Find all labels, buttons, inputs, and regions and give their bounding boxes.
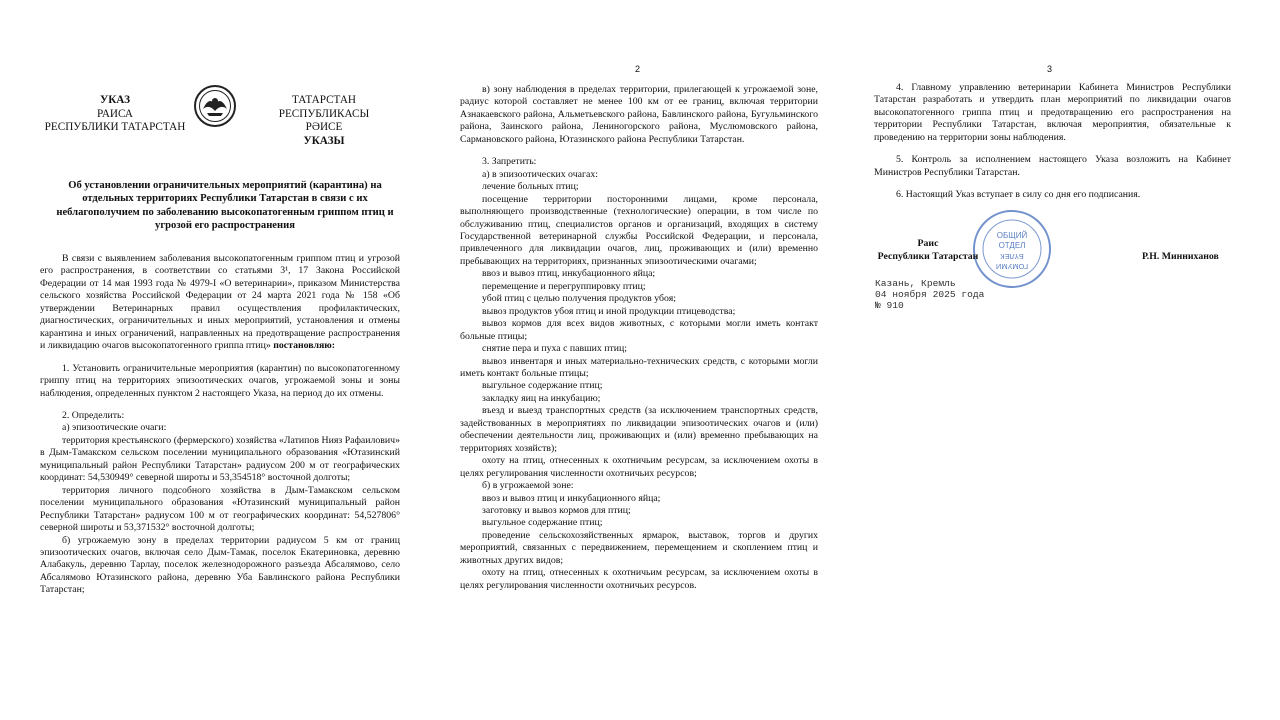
stamp-text: ОБЩИЙ: [996, 231, 1028, 240]
document-title: Об установлении ограничительных мероприятий (карантина) на отдельных территориях Республики Татарстан в связи с их неблагополучием по заболеванию высокопатогенным гриппом птиц и угрозой его распространения: [56, 180, 394, 232]
signing-place: Казань, Кремль: [875, 278, 956, 289]
item-2-b: б) угрожаемую зону в пределах территории радиусом 5 км от границ эпизоотических очагов, включая село Дым-Тамак, поселок Екатериновка, деревню Алабакуль, деревню Тарлау, поселок железнодорожного разъезда Абсалямово, село Абсалямово Ютазинского района, деревню Уба Бавлинского района Республики Татарстан;: [40, 534, 400, 596]
page3-body: [874, 82, 1231, 202]
list-item: вывоз кормов для всех видов животных, с которыми могли иметь контакт больные птицы;: [460, 318, 818, 342]
item-3-a: а) в эпизоотических очагах:: [482, 168, 598, 180]
list-item: перемещение и перегруппировку птиц;: [482, 280, 646, 292]
signer-name: Р.Н. Минниханов: [1142, 251, 1219, 262]
document-page-1: [0, 0, 430, 720]
item-2-a-2: территория личного подсобного хозяйства в Дым-Тамакском сельском поселении муниципального образования «Ютазинский муниципальный район Республики Татарстан» радиусом 100 м от географических координат: 54,527806° северной широты и 53,371532° восточной долготы;: [40, 484, 400, 534]
item-3-heading: 3. Запретить:: [482, 156, 537, 168]
document-page-3: [860, 0, 1280, 720]
header-right-line: РӘИСЕ: [305, 121, 343, 133]
list-item: убой птиц с целью получения продуктов убоя;: [482, 293, 676, 305]
header-left-line: РАИСА: [97, 107, 133, 120]
header-left: [40, 94, 190, 135]
page-number: 2: [635, 64, 641, 74]
list-item: охоту на птиц, отнесенных к охотничьим ресурсам, за исключением охоты в целях регулирования численности охотничьих ресурсов;: [460, 455, 818, 479]
preamble: [40, 253, 400, 353]
stamp-text: БҮЛЕК: [1000, 252, 1024, 261]
decree-word: постановляю:: [273, 340, 335, 352]
list-item: закладку яиц на инкубацию;: [482, 392, 601, 404]
list-item: снятие пера и пуха с павших птиц;: [482, 343, 627, 355]
page-number: 3: [1047, 64, 1053, 74]
item-5: 5. Контроль за исполнением настоящего Указа возложить на Кабинет Министров Республики Татарстан.: [874, 154, 1231, 178]
list-item: ввоз и вывоз птиц, инкубационного яйца;: [482, 268, 656, 280]
item-6: 6. Настоящий Указ вступает в силу со дня его подписания.: [896, 189, 1141, 201]
header-right-line: УКАЗЫ: [303, 134, 345, 147]
header-right: [246, 94, 402, 148]
item-1: 1. Установить ограничительные мероприятия (карантин) по высокопатогенному гриппу птиц на территориях эпизоотических очагов, угрожаемой зоны и зоны наблюдения, определенных пунктом 2 настоящего Указа, на период до их отмены.: [40, 362, 400, 399]
header-right-line: ТАТАРСТАН РЕСПУБЛИКАСЫ: [278, 94, 370, 120]
stamp-text: ОТДЕЛ: [998, 241, 1026, 250]
item-4: 4. Главному управлению ветеринарии Кабинета Министров Республики Татарстан разработать и утвердить план мероприятий по ликвидации очагов высокопатогенного гриппа птиц и предотвращению его распространения на территории Республики Татарстан, включая мероприятия, обязательные к проведению на территории зоны наблюдения.: [874, 82, 1231, 143]
signer-title-line: Раис: [917, 238, 939, 249]
header-left-line: УКАЗ: [99, 94, 131, 106]
decree-number: № 910: [875, 300, 904, 311]
item-2-heading: 2. Определить:: [62, 409, 125, 421]
signing-date: 04 ноября 2025 года: [875, 289, 985, 300]
list-item: выгульное содержание птиц;: [482, 380, 603, 392]
list-item: въезд и выезд транспортных средств (за исключением транспортных средств, задействованных в мероприятиях по ликвидации эпизоотических очагов и (или) обеспечении деятельности лиц, проживающих и (или) временно пребывающих на территориях хозяйств);: [460, 405, 818, 454]
item-2-a: а) эпизоотические очаги:: [62, 422, 167, 434]
page1-body: [40, 253, 400, 597]
item-3-b: б) в угрожаемой зоне:: [482, 480, 574, 492]
tatarstan-emblem-icon: [193, 84, 237, 128]
header-left-line: РЕСПУБЛИКИ ТАТАРСТАН: [44, 121, 186, 133]
list-item: посещение территории посторонними лицами, кроме персонала, выполняющего производственные (технологические) операции, в том числе по обслуживанию птиц, специалистов органов и организаций, входящих в систему Государственной ветеринарной службы Российской Федерации, и персонала, привлеченного для ликвидации очагов, лиц, проживающих и (или) временно пребывающих на территориях, признанных эпизоотическими очагами;: [460, 193, 818, 267]
preamble-text: В связи с выявлением заболевания высокопатогенным гриппом птиц и угрозой его распространения, в соответствии со статьями 3¹, 17 Закона Российской Федерации от 14 мая 1993 года № 4979-I «О ветеринарии», приказом Министерства сельского хозяйства Российской Федерации от 24 марта 2021 года № 158 «Об утверждении Ветеринарных правил осуществления профилактических, диагностических, ограничительных и иных мероприятий, установления и отмены карантина и иных ограничений, направленных на предотвращение распространения и ликвидацию очагов высокопатогенного гриппа птиц»: [40, 253, 400, 352]
stamp-text: ГОМУМИ: [995, 262, 1029, 271]
list-item: выгульное содержание птиц;: [482, 517, 603, 529]
list-item: ввоз и вывоз птиц и инкубационного яйца;: [482, 492, 661, 504]
page2-body: [460, 84, 818, 592]
signing-details: [875, 278, 984, 311]
item-2-a-1: территория крестьянского (фермерского) хозяйства «Латипов Нияз Рафаилович» в Дым-Тамакском сельском поселении муниципального образования «Ютазинский муниципальный район Республики Татарстан» радиусом 200 м от географических координат: 54,530949° северной широты и 53,354518° восточной долготы;: [40, 434, 400, 484]
list-item: охоту на птиц, отнесенных к охотничьим ресурсам, за исключением охоты в целях регулирования численности охотничьих ресурсов.: [460, 567, 818, 591]
list-item: вывоз инвентаря и иных материально-технических средств, с которыми могли иметь контакт больные птицы;: [460, 355, 818, 379]
list-item: проведение сельскохозяйственных ярмарок, выставок, торгов и других мероприятий, связанных с передвижением, перемещением и скоплением птиц и животных других видов;: [460, 529, 818, 566]
signer-title-line: Республики Татарстан: [877, 250, 979, 262]
item-2-c: в) зону наблюдения в пределах территории, прилегающей к угрожаемой зоне, радиус которой составляет не менее 100 км от ее границ, включая территории Азнакаевского района, Альметьевского района, Бавлинского района, Бугульминского района, Заинского района, Лениногорского района, Муслюмовского района, Сармановского района, Ютазинского района Республики Татарстан.: [460, 84, 818, 145]
list-item: вывоз продуктов убоя птиц и иной продукции птицеводства;: [482, 305, 736, 317]
document-page-2: [430, 0, 860, 720]
list-item: лечение больных птиц;: [482, 181, 579, 193]
signer-title: [876, 238, 980, 263]
list-item: заготовку и вывоз кормов для птиц;: [482, 504, 631, 516]
